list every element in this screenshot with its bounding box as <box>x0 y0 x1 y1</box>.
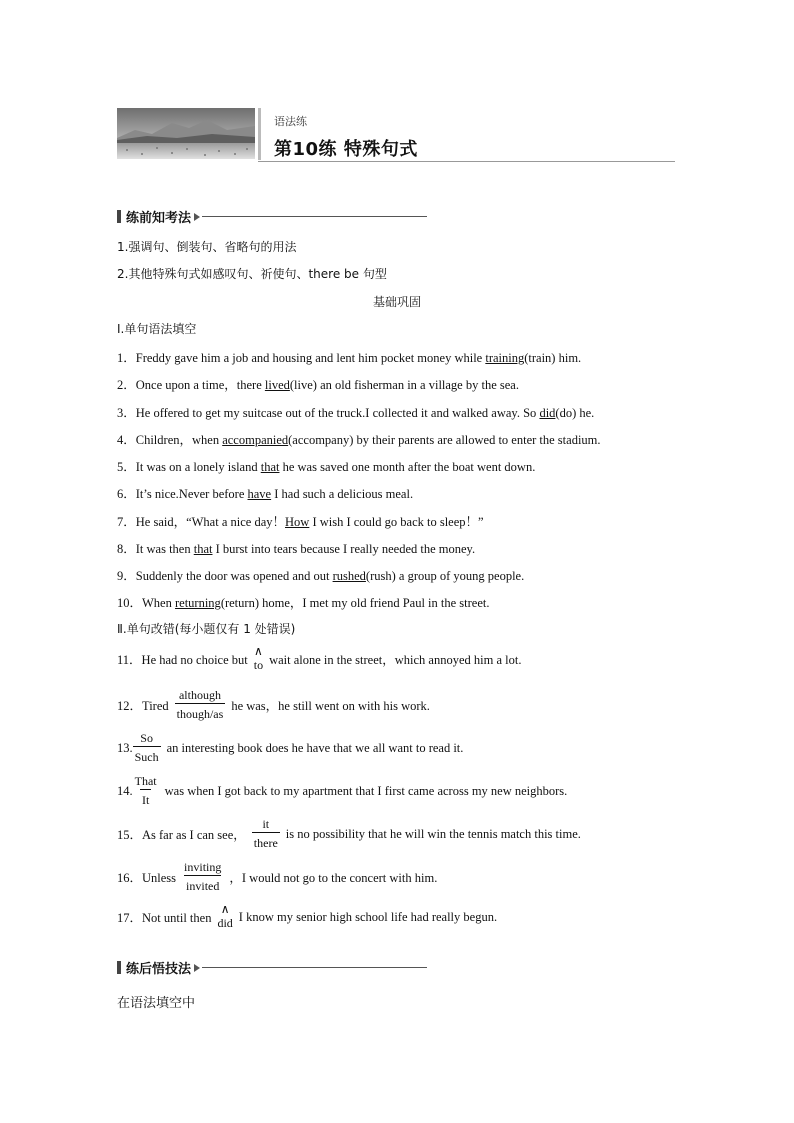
landscape-banner-image <box>117 108 255 159</box>
triangle-right-icon <box>194 964 200 972</box>
replacement-mark: it there <box>253 817 278 850</box>
section-bar-icon <box>117 210 121 223</box>
level-heading: 基础巩固 <box>372 295 421 309</box>
correction-item: 16．Unless inviting invited ，I would not go to the concert with him. <box>117 860 438 893</box>
answer: rushed <box>332 569 366 583</box>
section-rule <box>202 967 427 968</box>
question-item: 8．It was then that I burst into tears because I really needed the money. <box>117 542 476 556</box>
answer: returning <box>174 596 221 610</box>
correction-item: 15．As far as I can see， it there is no possibility that he will win the tennis match this time. <box>117 817 581 850</box>
question-item: 5．It was on a lonely island that he was saved one month after the boat went down. <box>117 460 536 474</box>
correction-item: 14. That It was when I got back to my apartment that I first came across my new neighbors. <box>117 774 568 807</box>
answer: training <box>485 351 525 365</box>
section-title: 练前知考法 <box>126 211 192 226</box>
correction-item: 17．Not until then ∧ did I know my senior high school life had really begun. <box>117 902 498 930</box>
answer: did <box>539 406 556 420</box>
section-title: 练后悟技法 <box>126 962 192 977</box>
answer: lived <box>264 378 290 392</box>
question-item: 2．Once upon a time，there lived(live) an old fisherman in a village by the sea. <box>117 378 519 392</box>
question-item: 9．Suddenly the door was opened and out rushed(rush) a group of young people. <box>117 569 525 583</box>
question-item: 3．He offered to get my suitcase out of the truck.I collected it and walked away. So did(do) he. <box>117 406 595 420</box>
correction-item: 11．He had no choice but ∧ to wait alone in the street，which annoyed him a lot. <box>117 644 522 672</box>
section-heading-before <box>117 207 427 226</box>
question-item: 6．It’s nice.Never before have I had such a delicious meal. <box>117 487 414 501</box>
insertion-mark: ∧ to <box>253 644 264 672</box>
question-item: 7．He said，“What a nice day！How I wish I could go back to sleep！” <box>117 515 484 529</box>
part2-title: Ⅱ.单句改错(每小题仅有 1 处错误) <box>117 622 296 636</box>
point-item: 2.其他特殊句式如感叹句、祈使句、there be 句型 <box>117 267 387 281</box>
answer: How <box>285 515 310 529</box>
part1-title: Ⅰ.单句语法填空 <box>117 322 197 336</box>
category-label: 语法练 <box>274 115 307 128</box>
footer-text: 在语法填空中 <box>117 996 196 1011</box>
page-title: 第10练 特殊句式 <box>274 139 418 160</box>
header-rule <box>258 161 675 162</box>
insertion-mark: ∧ did <box>217 902 233 930</box>
replacement-mark: That It <box>134 774 157 807</box>
section-rule <box>202 216 427 217</box>
answer: that <box>193 542 213 556</box>
section-heading-after <box>117 958 427 977</box>
question-item: 10．When returning(return) home，I met my old friend Paul in the street. <box>117 596 490 610</box>
section-bar-icon <box>117 961 121 974</box>
point-item: 1.强调句、倒装句、省略句的用法 <box>117 240 297 254</box>
triangle-right-icon <box>194 213 200 221</box>
caret-icon: ∧ <box>254 644 263 658</box>
question-item: 4．Children，when accompanied(accompany) by their parents are allowed to enter the stadium. <box>117 433 601 447</box>
answer: that <box>260 460 280 474</box>
header-divider <box>258 108 261 160</box>
question-item: 1．Freddy gave him a job and housing and lent him pocket money while training(train) him. <box>117 351 582 365</box>
correction-item: 12．Tired although though/as he was，he still went on with his work. <box>117 688 430 721</box>
caret-icon: ∧ <box>220 902 230 916</box>
replacement-mark: So Such <box>134 731 159 764</box>
correction-item: 13. So Such an interesting book does he have that we all want to read it. <box>117 731 464 764</box>
answer: have <box>247 487 272 501</box>
replacement-mark: inviting invited <box>184 860 222 893</box>
answer: accompanied <box>222 433 289 447</box>
replacement-mark: although though/as <box>176 688 224 721</box>
